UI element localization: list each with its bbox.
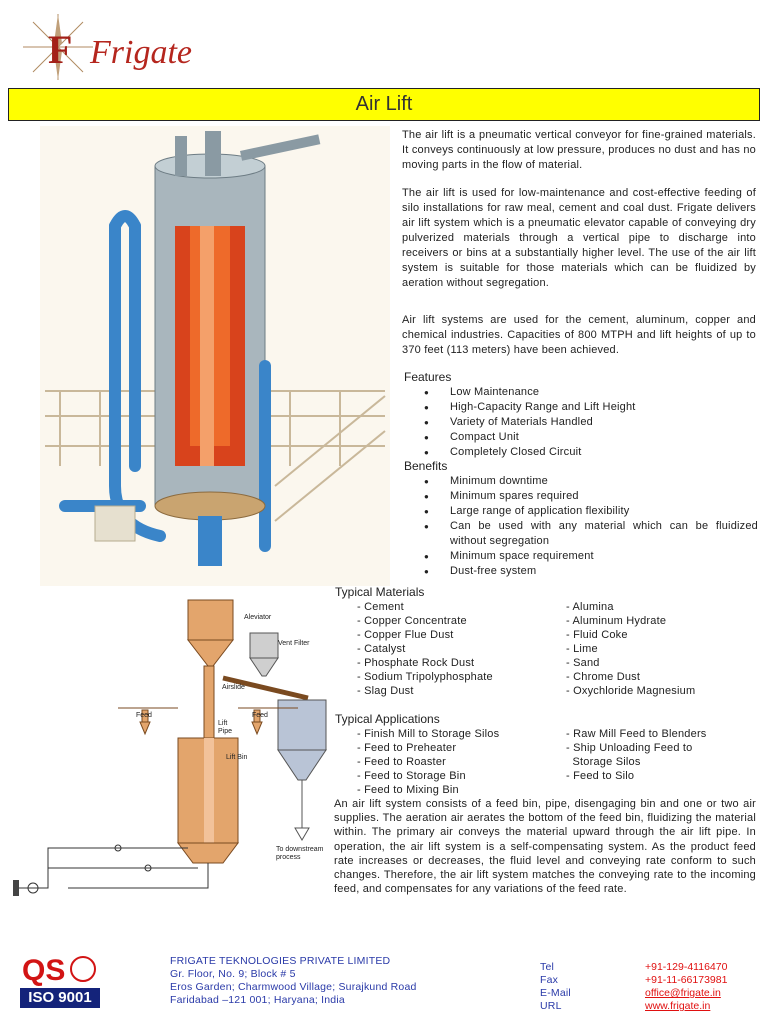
email-link[interactable]: office@frigate.in (645, 987, 721, 999)
list-item: - Alumina (566, 601, 614, 613)
diagram-label-lift-bin: Lift Bin (226, 754, 248, 761)
list-item: - Sodium Tripolyphosphate (357, 671, 493, 683)
list-item: ● Variety of Materials Handled (404, 415, 758, 430)
list-item: ● Minimum downtime (404, 474, 758, 489)
air-lift-diagram (8, 588, 338, 918)
list-item: ● Large range of application flexibility (404, 504, 758, 519)
intro-paragraph-1: The air lift is a pneumatic vertical conveyor for fine-grained materials. It conveys continuously at low pressure, produces no dust and has no moving parts in the flow of material. (402, 129, 756, 171)
list-item: - Catalyst (357, 643, 406, 655)
contact-values (645, 961, 727, 1013)
qs-badge: QS (22, 954, 66, 987)
list-item: - Slag Dust (357, 685, 414, 697)
list-item: - Aluminum Hydrate (566, 615, 667, 627)
diagram-label-lift-pipe: Lift Pipe (218, 720, 233, 735)
features-heading: Features (404, 370, 452, 384)
company-name: FRIGATE TEKNOLOGIES PRIVATE LIMITED (170, 955, 391, 967)
list-item: - Finish Mill to Storage Silos (357, 728, 500, 740)
tel-value: +91-129-4116470 (645, 961, 728, 973)
url-label: URL (540, 1000, 562, 1012)
list-item: - Feed to Roaster (357, 756, 446, 768)
list-item: ● Completely Closed Circuit (404, 445, 758, 460)
certification-seal-icon (70, 956, 96, 982)
features-list (404, 385, 758, 460)
list-item: ● Compact Unit (404, 430, 758, 445)
email-label: E-Mail (540, 987, 571, 999)
diagram-label-vent-filter: Vent Filter (278, 640, 310, 647)
intro-paragraph-3: Air lift systems are used for the cement, aluminum, copper and chemical industries. Capacities of 800 MTPH and lift heights of up to 370 feet (113 meters) have been achieved. (402, 314, 756, 356)
materials-heading: Typical Materials (335, 585, 425, 599)
list-item: - Ship Unloading Feed to (566, 742, 693, 754)
list-item: ● High-Capacity Range and Lift Height (404, 400, 758, 415)
list-item: ● Minimum spares required (404, 489, 758, 504)
list-item: - Oxychloride Magnesium (566, 685, 696, 697)
list-item: ● Low Maintenance (404, 385, 758, 400)
list-item: - Feed to Preheater (357, 742, 457, 754)
logo-letter: F (48, 27, 73, 72)
list-item: - Cement (357, 601, 404, 613)
list-item: - Phosphate Rock Dust (357, 657, 475, 669)
benefits-heading: Benefits (404, 459, 448, 473)
iso-text: ISO 9001 (20, 988, 100, 1008)
list-item: ● Minimum space requirement (404, 549, 758, 564)
materials-left-column (357, 600, 557, 698)
tel-label: Tel (540, 961, 555, 973)
applications-left-column (357, 727, 562, 797)
applications-right-column (566, 727, 756, 783)
diagram-label-feed-right: Feed (252, 712, 268, 719)
description-paragraph: An air lift system consists of a feed bin, pipe, disengaging bin and one or two air supplies. The aeration air aerates the bottom of the feed bin, fluidizing the material within. The primary air conveys the material upward through the air lift pipe. In operation, the air lift system is a self-compensating system. As the product feed rate increases or decreases, the fluid level and conveying rate conform to such changes. Therefore, the air lift system matches the conveying rate to the incoming feed, and compensates for any variations of the feed rate. (334, 798, 756, 896)
website-link[interactable]: www.frigate.in (645, 1000, 711, 1012)
address-line-2: Eros Garden; Charmwood Village; Surajkund Road (170, 981, 417, 993)
contact-labels (540, 961, 571, 1013)
iso-certification-logo (20, 952, 100, 1010)
page-title: Air Lift (8, 88, 760, 121)
list-item: - Copper Flue Dust (357, 629, 454, 641)
diagram-label-feed-left: Feed (136, 712, 152, 719)
materials-right-column (566, 600, 756, 698)
list-item: - Fluid Coke (566, 629, 628, 641)
list-item: - Chrome Dust (566, 671, 641, 683)
fax-label: Fax (540, 974, 559, 986)
logo-brand-name: Frigate (90, 34, 192, 71)
list-item: - Feed to Mixing Bin (357, 784, 459, 796)
air-lift-illustration (40, 126, 390, 586)
list-item: - Feed to Silo (566, 770, 635, 782)
list-item: - Raw Mill Feed to Blenders (566, 728, 707, 740)
list-item: - Copper Concentrate (357, 615, 467, 627)
applications-heading: Typical Applications (335, 712, 440, 726)
diagram-label-airslide: Airslide (222, 684, 245, 691)
address-line-1: Gr. Floor, No. 9; Block # 5 (170, 968, 296, 980)
intro-paragraph-2: The air lift is used for low-maintenance and cost-effective feeding of silo installations for raw meal, cement and coal dust. Frigate delivers air lift system which is a pneumatic elevator capable of conveying dry pulverized materials through a vertical pipe to discharge into receivers or bins at a substantially higher level. The use of the air lift system is suitable for those materials which can be fluidized by aeration without segregation. (402, 187, 756, 289)
benefits-list (404, 474, 758, 579)
fax-value: +91-11-66173981 (645, 974, 728, 986)
list-item: ● Can be used with any material which can be fluidized without segregation (404, 519, 758, 549)
list-item: - Lime (566, 643, 598, 655)
frigate-logo (18, 12, 238, 82)
diagram-label-aleviator: Aleviator (244, 614, 272, 621)
list-item: - Feed to Storage Bin (357, 770, 466, 782)
list-item: Storage Silos (566, 756, 641, 768)
list-item: ● Dust-free system (404, 564, 758, 579)
diagram-label-downstream: To downstream process (276, 846, 324, 861)
list-item: - Sand (566, 657, 600, 669)
address-line-3: Faridabad –121 001; Haryana; India (170, 994, 345, 1006)
